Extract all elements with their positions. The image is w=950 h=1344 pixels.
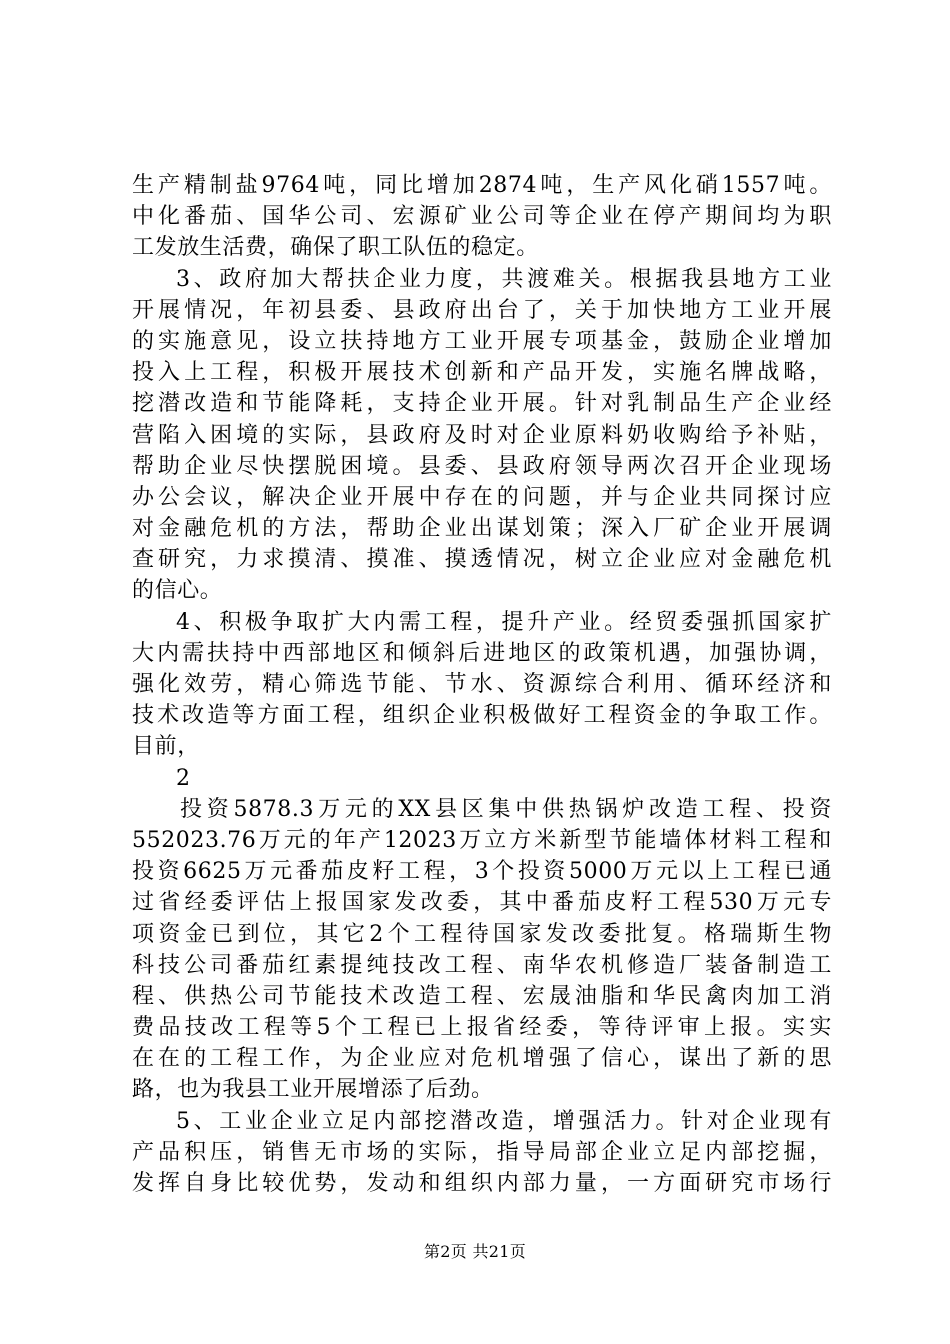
text-line: 费品技改工程等5个工程已上报省经委，等待评审上报。实实 bbox=[132, 1015, 832, 1041]
text-line: 的信心。 bbox=[132, 578, 223, 604]
text-line: 4、积极争取扩大内需工程，提升产业。经贸委强抓国家扩 bbox=[176, 609, 832, 635]
text-line: 路，也为我县工业开展增添了后劲。 bbox=[132, 1077, 494, 1103]
text-line: 查研究，力求摸清、摸准、摸透情况，树立企业应对金融危机 bbox=[132, 547, 832, 573]
text-line: 552023.76万元的年产12023万立方米新型节能墙体材料工程和 bbox=[132, 827, 832, 853]
text-line: 投资5878.3万元的XX县区集中供热锅炉改造工程、投资 bbox=[180, 796, 832, 822]
text-line: 帮助企业尽快摆脱困境。县委、县政府领导两次召开企业现场 bbox=[132, 453, 832, 479]
text-line: 对金融危机的方法，帮助企业出谋划策；深入厂矿企业开展调 bbox=[132, 516, 832, 542]
text-line: 生产精制盐9764吨，同比增加2874吨，生产风化硝1557吨。 bbox=[132, 173, 832, 198]
text-line: 工发放生活费，确保了职工队伍的稳定。 bbox=[132, 235, 539, 261]
text-line: 5、工业企业立足内部挖潜改造，增强活力。针对企业现有 bbox=[176, 1108, 832, 1134]
text-line: 发挥自身比较优势，发动和组织内部力量，一方面研究市场行 bbox=[132, 1171, 832, 1196]
document-body bbox=[132, 170, 832, 1199]
text-line: 在在的工程工作，为企业应对危机增强了信心，谋出了新的思 bbox=[132, 1046, 832, 1072]
text-line: 营陷入困境的实际，县政府及时对企业原料奶收购给予补贴， bbox=[132, 422, 832, 448]
text-line: 过省经委评估上报国家发改委，其中番茄皮籽工程530万元专 bbox=[132, 890, 832, 916]
text-line: 产品积压，销售无市场的实际，指导局部企业立足内部挖掘， bbox=[132, 1139, 832, 1165]
text-line: 目前， bbox=[132, 734, 200, 760]
text-line: 强化效劳，精心筛选节能、节水、资源综合利用、循环经济和 bbox=[132, 672, 832, 697]
text-line: 开展情况，年初县委、县政府出台了，关于加快地方工业开展 bbox=[132, 297, 832, 323]
text-line: 程、供热公司节能技术改造工程、宏晟油脂和华民禽肉加工消 bbox=[132, 983, 832, 1009]
text-line: 挖潜改造和节能降耗，支持企业开展。针对乳制品生产企业经 bbox=[132, 391, 832, 417]
page-marker: 2 bbox=[176, 765, 191, 791]
page-footer: 第2页 共21页 bbox=[423, 1242, 527, 1261]
text-line: 技术改造等方面工程，组织企业积极做好工程资金的争取工作。 bbox=[132, 703, 832, 729]
text-line: 中化番茄、国华公司、宏源矿业公司等企业在停产期间均为职 bbox=[132, 204, 832, 230]
text-line: 科技公司番茄红素提纯技改工程、南华农机修造厂装备制造工 bbox=[132, 952, 832, 978]
text-line: 投入上工程，积极开展技术创新和产品开发，实施名牌战略， bbox=[132, 360, 832, 386]
text-line: 的实施意见，设立扶持地方工业开展专项基金，鼓励企业增加 bbox=[132, 328, 832, 354]
text-line: 3、政府加大帮扶企业力度，共渡难关。根据我县地方工业 bbox=[176, 266, 832, 292]
text-line: 投资6625万元番茄皮籽工程，3个投资5000万元以上工程已通 bbox=[132, 859, 832, 885]
text-line: 办公会议，解决企业开展中存在的问题，并与企业共同探讨应 bbox=[132, 484, 832, 510]
text-line: 大内需扶持中西部地区和倾斜后进地区的政策机遇，加强协调， bbox=[132, 640, 832, 666]
text-line: 项资金已到位，其它2个工程待国家发改委批复。格瑞斯生物 bbox=[132, 921, 832, 947]
